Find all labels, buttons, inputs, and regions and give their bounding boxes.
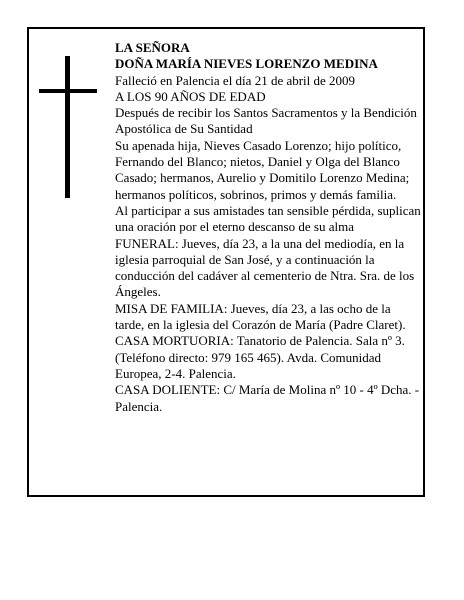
notice-text xyxy=(115,40,423,415)
age-line: A LOS 90 AÑOS DE EDAD xyxy=(115,88,266,104)
cross-icon xyxy=(39,56,97,198)
family-paragraph: Su apenada hija, Nieves Casado Lorenzo; hijo político, Fernando del Blanco; nietos, Daniel y Olga del Blanco Casado; hermanos, Aurelio y Domitilo Lorenzo Medina; hermanos políticos, sobrinos, primos y demás familia. xyxy=(115,137,410,202)
prayer-request: Al participar a sus amistades tan sensible pérdida, suplican una oración por el eterno descanso de su alma xyxy=(115,202,421,235)
notice-heading: LA SEÑORA xyxy=(115,40,190,55)
cross-horizontal-bar xyxy=(39,89,97,93)
cross-vertical-bar xyxy=(65,56,70,198)
grieving-home-info: CASA DOLIENTE: C/ María de Molina nº 10 - 4º Dcha. - Palencia. xyxy=(115,382,420,414)
obituary-notice xyxy=(27,27,425,497)
deceased-name: DOÑA MARÍA NIEVES LORENZO MEDINA xyxy=(115,56,378,72)
family-mass-info: MISA DE FAMILIA: Jueves, día 23, a las ocho de la tarde, en la iglesia del Corazón de María (Padre Claret). xyxy=(115,300,406,333)
sacraments-line: Después de recibir los Santos Sacramentos y la Bendición Apostólica de Su Santidad xyxy=(115,105,417,137)
funeral-info: FUNERAL: Jueves, día 23, a la una del mediodía, en la iglesia parroquial de San José, y a continuación la conducción del cadáver al cementerio de Ntra. Sra. de los Ángeles. xyxy=(115,235,415,300)
death-info: Falleció en Palencia el día 21 de abril de 2009 xyxy=(115,72,356,88)
funeral-home-info: CASA MORTUORIA: Tanatorio de Palencia. Sala nº 3. (Teléfono directo: 979 165 465). Avda. Comunidad Europea, 2-4. Palencia. xyxy=(115,333,405,381)
